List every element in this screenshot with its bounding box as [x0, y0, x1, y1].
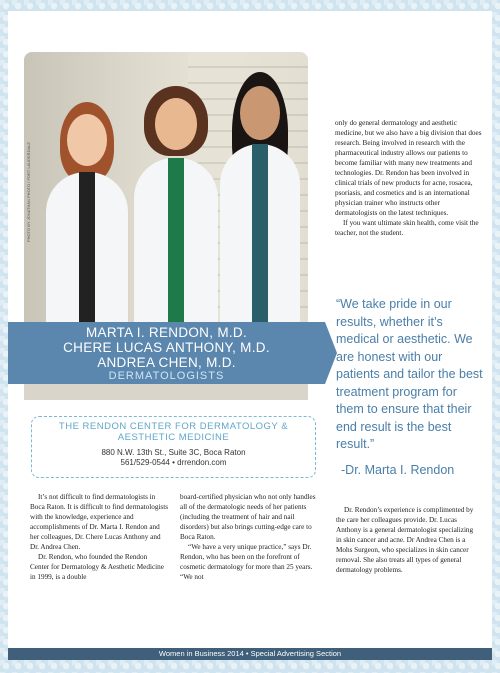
- right-top-column: only do general dermatology and aesthetic medicine, but we also have a big division that does research. Being involved in research with the pharmaceutical industry allows our patients to become familiar with many new treatments and technologies. Dr. Rendon has been involved in clinical trials of new products for acne, rosacea, psoriasis, and cosmetics and is an international physician trainer who instructs other dermatologists on the latest techniques. If you want ultimate skin health, come visit the teacher, not the student.: [335, 119, 482, 237]
- address-box: [31, 416, 316, 478]
- center-address: 880 N.W. 13th St., Suite 3C, Boca Raton 561/529-0544 • drrendon.com: [101, 448, 246, 467]
- center-name: THE RENDON CENTER FOR DERMATOLOGY & AESTHETIC MEDICINE: [58, 421, 289, 443]
- doctor-names: [8, 325, 325, 370]
- quote-author: -Dr. Marta I. Rendon: [341, 463, 455, 477]
- article-column-2: board-certified physician who not only handles all of the dermatologic needs of her patients (including the treatment of hair and nail disorders) but also brings cutting-edge care to Boca Raton. “We have a very unique practice,” says Dr. Rendon, who has been on the forefront of cosmetic dermatology for more than 25 years. “We not: [180, 493, 316, 581]
- article-column-3: Dr. Rendon’s experience is complimented by the care her colleagues provide. Dr. Lucas Anthony is a general dermatologist specializing in skin cancer and acne. Dr Andrea Chen is a Mohs Surgeon, who specializes in skin cancer removal. She also treats all types of general dermatology problems.: [336, 506, 474, 574]
- footer-bar: Women in Business 2014 • Special Advertising Section: [8, 648, 492, 660]
- article-column-1: It’s not difficult to find dermatologists in Boca Raton. It is difficult to find dermatologists with the knowledge, experience and accomplishments of Dr. Marta I. Rendon and her colleagues, Dr. Chere Lucas Anthony and Dr. Andrea Chen. Dr. Rendon, who founded the Rendon Center for Dermatology & Aesthetic Medicine in 1999, is a double: [30, 493, 169, 581]
- pull-quote: “We take pride in our results, whether it’s medical or aesthetic. We are honest with our patients and tailor the best treatment program for them to ensure that their end result is the best result.”: [336, 297, 483, 451]
- photo-credit: PHOTO BY JONATHAN PHOTO / FORT LAUDERDALE: [26, 141, 31, 242]
- banner-subtitle: DERMATOLOGISTS: [108, 370, 225, 382]
- doctor-name: MARTA I. RENDON, M.D.: [85, 325, 248, 340]
- doctors-photo: [24, 52, 308, 322]
- photo-bottom: [24, 384, 308, 400]
- doctor-name: ANDREA CHEN, M.D.: [97, 355, 236, 370]
- name-banner: [8, 322, 325, 384]
- doctor-name: CHERE LUCAS ANTHONY, M.D.: [63, 340, 270, 355]
